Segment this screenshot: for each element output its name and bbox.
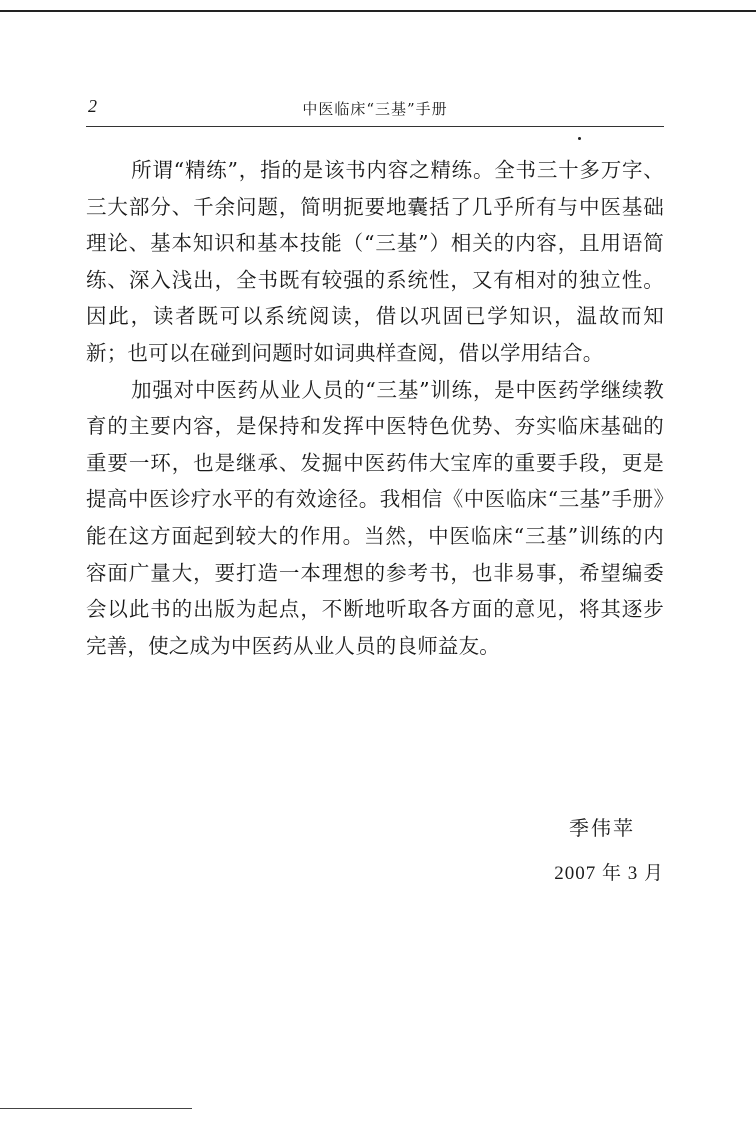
print-speck bbox=[578, 137, 581, 140]
header-rule bbox=[86, 126, 664, 127]
body-text bbox=[86, 152, 664, 664]
signature-date: 2007 年 3 月 bbox=[554, 863, 664, 884]
paragraph-2: 加强对中医药从业人员的“三基”训练，是中医药学继续教育的主要内容，是保持和发挥中医特色优势、夯实临床基础的重要一环，也是继承、发掘中医药伟大宝库的重要手段，更是提高中医诊疗水平的有效途径。我相信《中医临床“三基”手册》能在这方面起到较大的作用。当然，中医临床“三基”训练的内容面广量大，要打造一本理想的参考书，也非易事，希望编委会以此书的出版为起点，不断地听取各方面的意见，将其逐步完善，使之成为中医药从业人员的良师益友。 bbox=[86, 377, 664, 658]
page-number: 2 bbox=[88, 96, 97, 116]
paragraph-1: 所谓“精练”，指的是该书内容之精练。全书三十多万字、三大部分、千余问题，简明扼要地囊括了几乎所有与中医基础理论、基本知识和基本技能（“三基”）相关的内容，且用语简练、深入浅出，全书既有较强的系统性，又有相对的独立性。因此，读者既可以系统阅读，借以巩固已学知识，温故而知新；也可以在碰到问题时如词典样查阅，借以学用结合。 bbox=[86, 158, 664, 365]
running-head-title: 中医临床“三基”手册 bbox=[302, 100, 448, 118]
top-border-rule bbox=[0, 10, 756, 12]
author-signature: 季伟苹 bbox=[569, 816, 635, 840]
footnote-rule bbox=[0, 1108, 192, 1109]
page-header bbox=[86, 94, 664, 124]
